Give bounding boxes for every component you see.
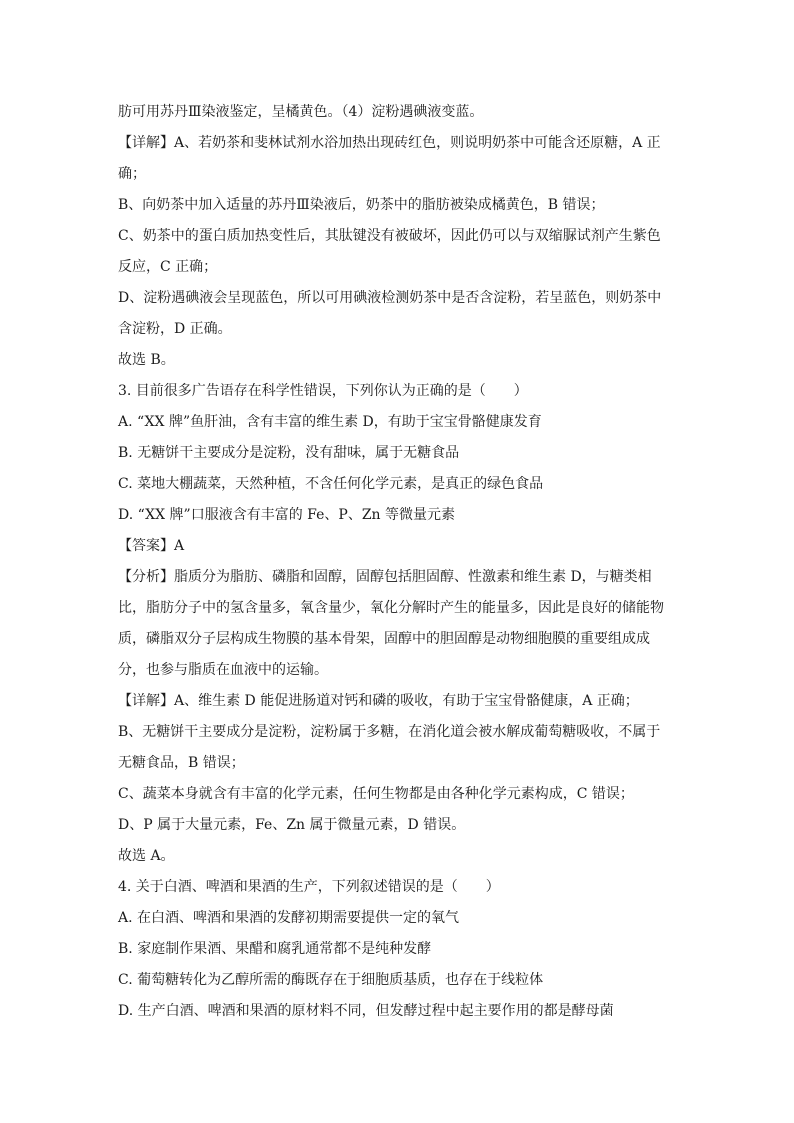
text-line: 肪可用苏丹Ⅲ染液鉴定，呈橘黄色。（4）淀粉遇碘液变蓝。 [118, 104, 484, 120]
text-line: C、蔬菜本身就含有丰富的化学元素，任何生物都是由各种化学元素构成，C 错误； [118, 786, 634, 802]
text-line: 故选 B。 [118, 352, 175, 368]
option-d: D. “XX 牌”口服液含有丰富的 Fe、P、Zn 等微量元素 [118, 507, 456, 523]
answer-line: 【答案】A [118, 538, 185, 554]
text-line: 分，也参与脂质在血液中的运输。 [118, 662, 328, 678]
option-a: A. 在白酒、啤酒和果酒的发酵初期需要提供一定的氧气 [118, 910, 460, 926]
explanation-line: 【详解】A、维生素 D 能促进肠道对钙和磷的吸收，有助于宝宝骨骼健康，A 正确； [118, 693, 639, 709]
text-line: 含淀粉，D 正确。 [118, 321, 232, 337]
text-line: C、奶茶中的蛋白质加热变性后，其肽键没有被破坏，因此仍可以与双缩脲试剂产生紫色 [118, 228, 661, 244]
option-a: A. “XX 牌”鱼肝油，含有丰富的维生素 D，有助于宝宝骨骼健康发育 [118, 414, 542, 430]
option-b: B. 无糖饼干主要成分是淀粉，没有甜味，属于无糖食品 [118, 445, 460, 461]
option-d: D. 生产白酒、啤酒和果酒的原材料不同，但发酵过程中起主要作用的都是酵母菌 [118, 1003, 614, 1019]
analysis-line: 【分析】脂质分为脂肪、磷脂和固醇，固醇包括胆固醇、性激素和维生素 D，与糖类相 [118, 569, 652, 585]
text-line: D、P 属于大量元素，Fe、Zn 属于微量元素，D 错误。 [118, 817, 466, 833]
option-c: C. 葡萄糖转化为乙醇所需的酶既存在于细胞质基质，也存在于线粒体 [118, 972, 544, 988]
text-line: D、淀粉遇碘液会呈现蓝色，所以可用碘液检测奶茶中是否含淀粉，若呈蓝色，则奶茶中 [118, 290, 662, 306]
text-line: 确； [118, 166, 146, 182]
text-line: 质，磷脂双分子层构成生物膜的基本骨架，固醇中的胆固醇是动物细胞膜的重要组成成 [118, 631, 650, 647]
text-line: 故选 A。 [118, 848, 175, 864]
text-line: 比，脂肪分子中的氢含量多，氧含量少，氧化分解时产生的能量多，因此是良好的储能物 [118, 600, 664, 616]
text-line: 无糖食品，B 错误； [118, 755, 245, 771]
option-c: C. 菜地大棚蔬菜，天然种植，不含任何化学元素，是真正的绿色食品 [118, 476, 544, 492]
text-line: B、向奶茶中加入适量的苏丹Ⅲ染液后，奶茶中的脂肪被染成橘黄色，B 错误； [118, 197, 605, 213]
question-stem: 3. 目前很多广告语存在科学性错误，下列你认为正确的是（ ） [118, 383, 528, 399]
text-line: 【详解】A、若奶茶和斐林试剂水浴加热出现砖红色，则说明奶茶中可能含还原糖，A 正 [118, 135, 661, 151]
document-page [118, 97, 678, 1027]
option-b: B. 家庭制作果酒、果醋和腐乳通常都不是纯种发酵 [118, 941, 432, 957]
question-stem: 4. 关于白酒、啤酒和果酒的生产，下列叙述错误的是（ ） [118, 879, 500, 895]
text-line: B、无糖饼干主要成分是淀粉，淀粉属于多糖，在消化道会被水解成葡萄糖吸收，不属于 [118, 724, 661, 740]
text-line: 反应，C 正确； [118, 259, 218, 275]
